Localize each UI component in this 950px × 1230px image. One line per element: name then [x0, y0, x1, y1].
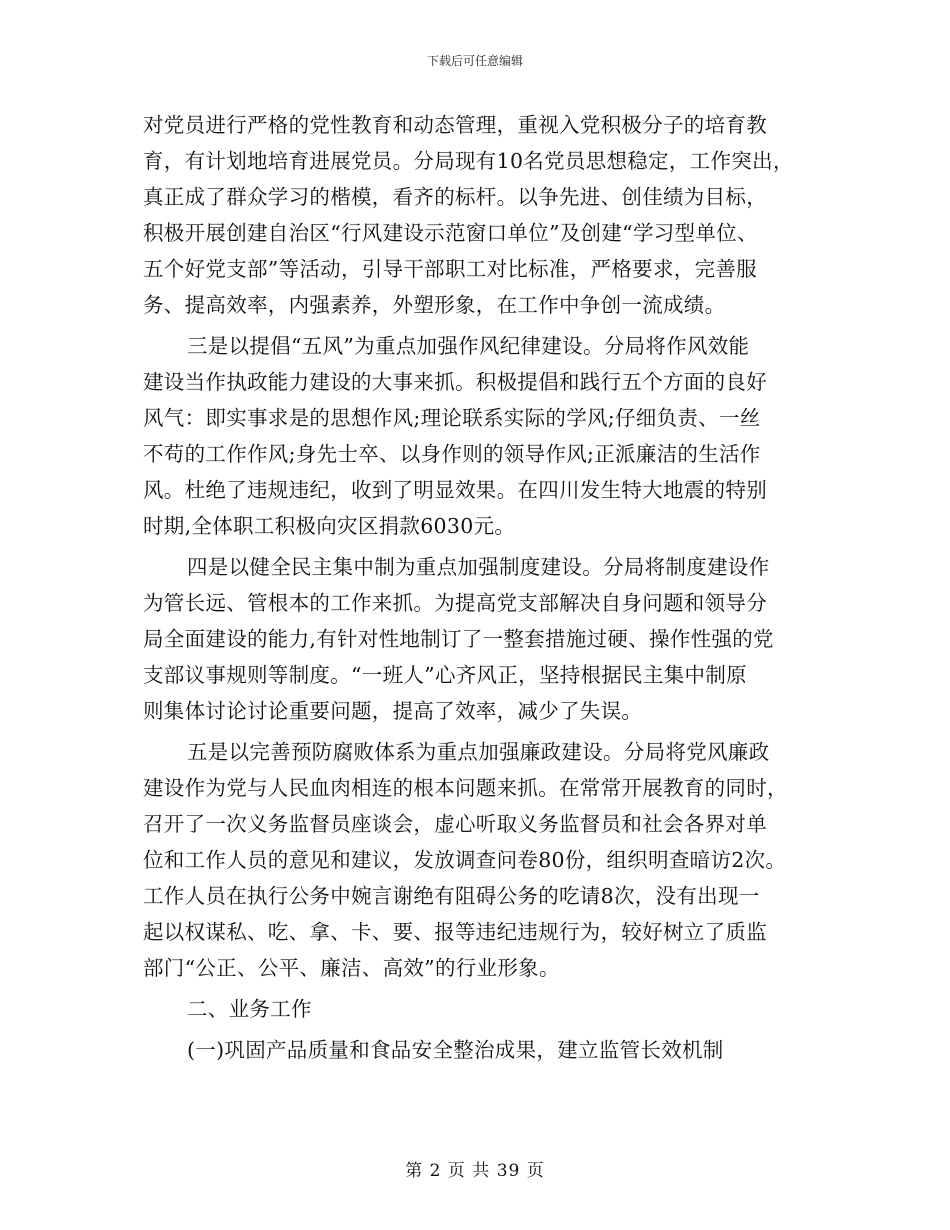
body-line: 真正成了群众学习的楷模，看齐的标杆。以争先进、创佳绩为目标，: [143, 185, 767, 209]
body-line: 四是以健全民主集中制为重点加强制度建设。分局将制度建设作: [187, 555, 770, 579]
body-line: 时期,全体职工积极向灾区捐款6030元。: [143, 514, 516, 538]
body-line: 位和工作人员的意见和建议，发放调查问卷80份，组织明查暗访2次。: [143, 848, 787, 872]
body-line: 育，有计划地培育进展党员。分局现有10名党员思想稳定，工作突出，: [143, 149, 794, 173]
body-line: 工作人员在执行公务中婉言谢绝有阻碍公务的吃请8次，没有出现一: [143, 884, 760, 908]
body-line: 五是以完善预防腐败体系为重点加强廉政建设。分局将党风廉政: [187, 740, 770, 764]
body-line: 风气：即实事求是的思想作风;理论联系实际的学风;仔细负责、一丝: [143, 406, 761, 430]
subsection-heading: (一)巩固产品质量和食品安全整治成果，建立监管长效机制: [187, 1038, 724, 1062]
page-footer: 第 2 页 共 39 页: [405, 1161, 545, 1181]
page-header: 下载后可任意编辑: [426, 54, 523, 68]
body-line: 务、提高效率，内强素养，外塑形象，在工作中争创一流成绩。: [143, 293, 726, 317]
body-line: 风。杜绝了违规违纪，收到了明显效果。在四川发生特大地震的特别: [143, 478, 767, 502]
body-line: 召开了一次义务监督员座谈会，虚心听取义务监督员和社会各界对单: [143, 812, 767, 836]
body-line: 积极开展创建自治区“行风建设示范窗口单位”及创建“学习型单位、: [143, 221, 758, 245]
body-line: 则集体讨论讨论重要问题，提高了效率，减少了失误。: [143, 699, 643, 723]
body-line: 支部议事规则等制度。“一班人”心齐风正，坚持根据民主集中制原: [143, 663, 747, 687]
body-line: 部门“公正、公平、廉洁、高效”的行业形象。: [143, 956, 560, 980]
body-line: 起以权谋私、吃、拿、卡、要、报等违纪违规行为，较好树立了质监: [143, 920, 767, 944]
body-line: 为管长远、管根本的工作来抓。为提高党支部解决自身问题和领导分: [143, 591, 767, 615]
body-line: 建设作为党与人民血肉相连的根本问题来抓。在常常开展教育的同时，: [143, 776, 788, 800]
body-line: 建设当作执政能力建设的大事来抓。积极提倡和践行五个方面的良好: [143, 370, 767, 394]
body-line: 五个好党支部”等活动，引导干部职工对比标准，严格要求，完善服: [143, 257, 757, 281]
body-line: 对党员进行严格的党性教育和动态管理，重视入党积极分子的培育教: [143, 113, 767, 137]
body-line: 不苟的工作作风;身先士卒、以身作则的领导作风;正派廉洁的生活作: [143, 442, 761, 466]
body-line: 三是以提倡“五风”为重点加强作风纪律建设。分局将作风效能: [187, 334, 750, 358]
section-heading: 二、业务工作: [187, 997, 312, 1021]
body-line: 局全面建设的能力,有针对性地制订了一整套措施过硬、操作性强的党: [143, 627, 774, 651]
